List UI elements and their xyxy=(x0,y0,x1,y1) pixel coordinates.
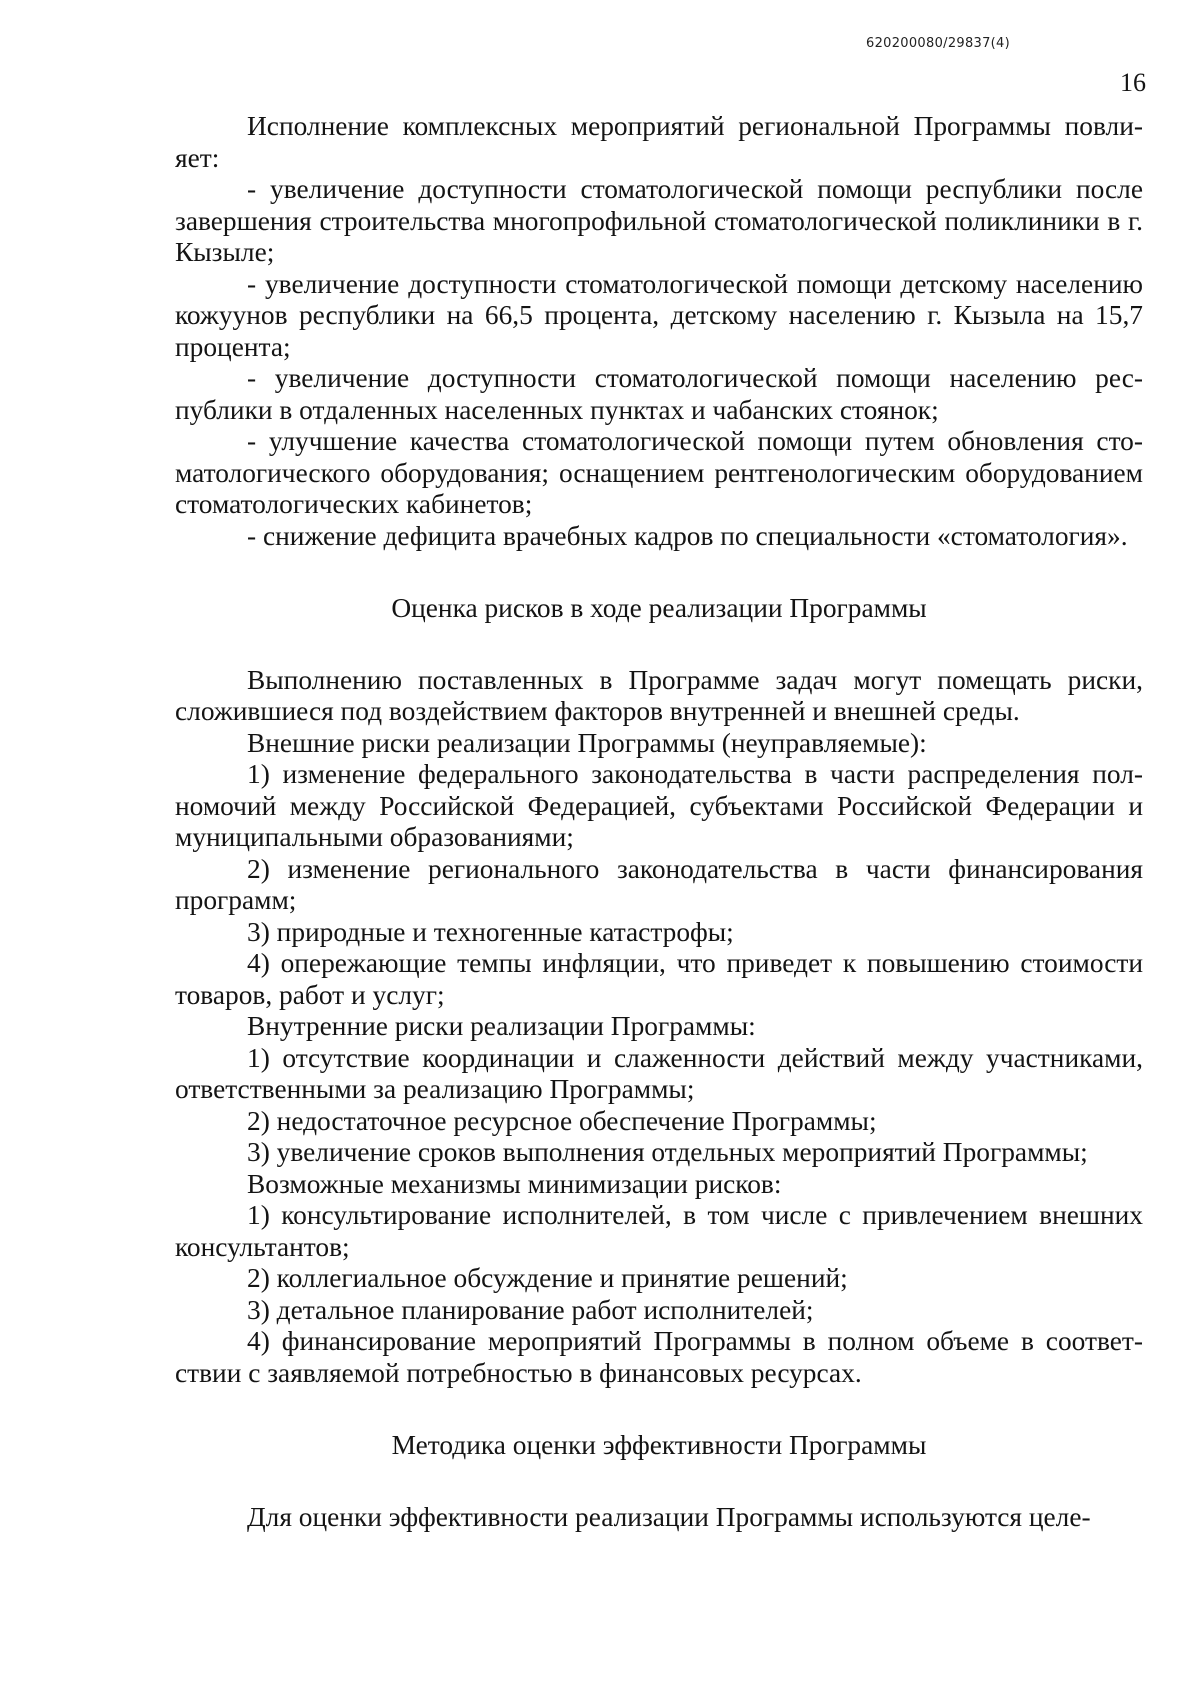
methodology-intro-paragraph: Для оценки эффективности реализации Программы используются целе- xyxy=(247,1501,1091,1532)
internal-risk-item: 1) отсутствие координации и слаженности действий между участниками, ответственными за реализацию Программы; xyxy=(175,1042,1143,1104)
intro-list-item: - увеличение доступности стоматологической помощи детскому населению кожуунов республики на 66,5 процента, детскому населению г. Кызыла на 15,7 процента; xyxy=(175,268,1143,362)
mitigation-item: 3) детальное планирование работ исполнителей; xyxy=(247,1294,814,1325)
internal-risk-item: 2) недостаточное ресурсное обеспечение Программы; xyxy=(247,1105,877,1136)
external-risks-heading: Внешние риски реализации Программы (неуправляемые): xyxy=(247,727,927,758)
internal-risks-heading: Внутренние риски реализации Программы: xyxy=(247,1011,756,1041)
intro-lead-paragraph: Исполнение комплексных мероприятий региональной Программы повлияет: xyxy=(175,111,1143,173)
mitigation-item: 4) финансирование мероприятий Программы в полном объеме в соответствии с заявляемой потребностью в финансовых ресурсах. xyxy=(175,1326,1143,1388)
mitigation-heading: Возможные механизмы минимизации рисков: xyxy=(247,1168,782,1199)
document-id: 620200080/29837(4) xyxy=(866,36,1010,51)
external-risk-item: 3) природные и техногенные катастрофы; xyxy=(247,916,734,947)
document-body xyxy=(175,111,1143,1533)
intro-list-item: - увеличение доступности стоматологической помощи населению республики в отдаленных населенных пунктах и чабанских стоянок; xyxy=(175,363,1143,425)
intro-list-item: - увеличение доступности стоматологической помощи республики после завершения строительства многопрофильной стоматологической поликлиники в г. Кызыле; xyxy=(175,174,1143,267)
intro-list-item: - снижение дефицита врачебных кадров по специальности «стоматология». xyxy=(247,520,1128,551)
mitigation-item: 1) консультирование исполнителей, в том числе с привлечением внешних консультантов; xyxy=(175,1200,1143,1262)
external-risk-item: 1) изменение федерального законодательства в части распределения полномочий между Российской Федерацией, субъектами Российской Федерации и муниципальными образованиями; xyxy=(175,759,1143,852)
external-risk-item: 4) опережающие темпы инфляции, что приведет к повышению стоимости товаров, работ и услуг; xyxy=(175,948,1143,1010)
mitigation-item: 2) коллегиальное обсуждение и принятие решений; xyxy=(247,1263,848,1293)
risks-intro-paragraph: Выполнению поставленных в Программе задач могут помещать риски, сложившиеся под воздействием факторов внутренней и внешней среды. xyxy=(175,664,1143,726)
page-number: 16 xyxy=(1120,68,1146,97)
internal-risk-item: 3) увеличение сроков выполнения отдельных мероприятий Программы; xyxy=(247,1137,1088,1167)
risks-section-heading: Оценка рисков в ходе реализации Программы xyxy=(391,593,927,623)
methodology-section-heading: Методика оценки эффективности Программы xyxy=(391,1430,927,1460)
intro-list-item: - улучшение качества стоматологической помощи путем обновления стоматологического оборудования; оснащением рентгенологическим оборудованием стоматологических кабинетов; xyxy=(175,426,1143,519)
external-risk-item: 2) изменение регионального законодательства в части финансирования программ; xyxy=(175,853,1143,915)
